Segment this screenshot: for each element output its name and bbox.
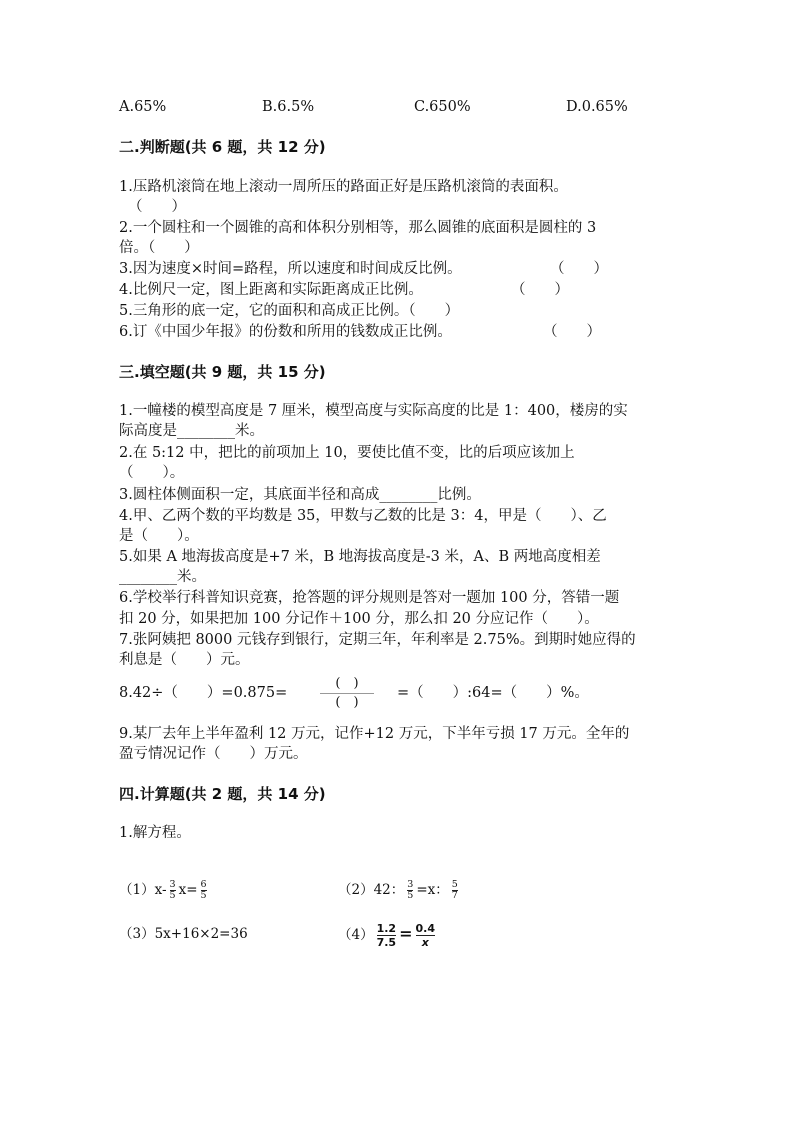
fraction-bar bbox=[320, 693, 374, 694]
equation-2 bbox=[338, 880, 461, 901]
equation-4-label: （4） bbox=[338, 927, 374, 943]
fill-line-1: 1.一幢楼的模型高度是 7 厘米，模型高度与实际高度的比是 1：400，楼房的实 bbox=[119, 403, 628, 419]
equation-2-frac-a: $\frac{3}{5}$ bbox=[407, 879, 414, 901]
fill-line-5: 3.圆柱体侧面积一定，其底面半径和高成________比例。 bbox=[119, 487, 481, 503]
section-title-fill: 三.填空题(共 9 题，共 15 分) bbox=[119, 363, 326, 381]
section-title-judgement: 二.判断题(共 6 题，共 12 分) bbox=[119, 138, 326, 156]
judgement-line-4: 倍。（ ） bbox=[119, 240, 199, 256]
fraction-numerator: ( ) bbox=[335, 676, 359, 691]
equation-4-mid: = bbox=[399, 924, 413, 943]
section-title-calc: 四.计算题(共 2 题，共 14 分) bbox=[119, 785, 326, 803]
judgement-line-3: 2.一个圆柱和一个圆锥的高和体积分别相等，那么圆锥的底面积是圆柱的 3 bbox=[119, 220, 597, 236]
fill-q9-line-1: 9.某厂去年上半年盈利 12 万元，记作+12 万元，下半年亏损 17 万元。全年的 bbox=[119, 726, 630, 742]
calc-q1: 1.解方程。 bbox=[119, 825, 191, 841]
equation-3: （3）5x+16×2=36 bbox=[119, 926, 248, 942]
judgement-line-7: 5.三角形的底一定，它的面积和高成正比例。（ ） bbox=[119, 303, 460, 319]
fill-line-12: 7.张阿姨把 8000 元钱存到银行，定期三年，年利率是 2.75%。到期时她应得的 bbox=[119, 632, 636, 648]
judgement-line-1: 1.压路机滚筒在地上滚动一周所压的路面正好是压路机滚筒的表面积。 bbox=[119, 179, 568, 195]
fill-line-8: 5.如果 A 地海拔高度是+7 米，B 地海拔高度是-3 米，A、B 两地高度相差 bbox=[119, 549, 601, 565]
equation-1-mid: x= bbox=[178, 882, 198, 898]
equation-2-label: （2）42： bbox=[338, 882, 405, 898]
judgement-line-5: 3.因为速度×时间=路程，所以速度和时间成反比例。 bbox=[119, 261, 462, 277]
fill-line-2: 际高度是________米。 bbox=[119, 423, 264, 439]
judgement-line-8: 6.订《中国少年报》的份数和所用的钱数成正比例。 bbox=[119, 324, 452, 340]
equation-4-frac-b: $\frac{0.4}{x}$ bbox=[415, 922, 435, 949]
fill-q8-fraction bbox=[320, 676, 374, 711]
fraction-denominator: ( ) bbox=[335, 695, 359, 710]
fill-line-4: （ ）。 bbox=[119, 465, 185, 481]
equation-1-frac-a: $\frac{3}{5}$ bbox=[169, 879, 176, 901]
fill-line-9: ________米。 bbox=[119, 569, 206, 585]
equation-1-frac-b: $\frac{6}{5}$ bbox=[200, 879, 207, 901]
equation-1 bbox=[119, 880, 210, 901]
equation-2-frac-b: $\frac{5}{7}$ bbox=[451, 879, 458, 901]
judgement-line-6: 4.比例尺一定，图上距离和实际距离成正比例。 bbox=[119, 282, 423, 298]
fill-line-7: 是（ ）。 bbox=[119, 528, 199, 544]
judgement-line-2: （ ） bbox=[128, 199, 186, 215]
fill-q9-line-2: 盈亏情况记作（ ）万元。 bbox=[119, 746, 308, 762]
judgement-paren-4: （ ） bbox=[511, 282, 569, 298]
equation-4-frac-a: $\frac{1.2}{7.5}$ bbox=[376, 922, 397, 949]
option-b: B.6.5% bbox=[262, 99, 315, 115]
fill-q8-left: 8.42÷（ ）=0.875= bbox=[119, 685, 288, 701]
option-c: C.650% bbox=[414, 99, 471, 115]
option-a: A.65% bbox=[119, 99, 167, 115]
equation-1-label: （1）x- bbox=[119, 882, 167, 898]
fill-line-3: 2.在 5:12 中，把比的前项加上 10，要使比值不变，比的后项应该加上 bbox=[119, 445, 575, 461]
fill-q8-right: =（ ）:64=（ ）%。 bbox=[397, 685, 589, 701]
fill-line-11: 扣 20 分，如果把加 100 分记作＋100 分，那么扣 20 分应记作（ ）。 bbox=[119, 611, 599, 627]
equation-4 bbox=[338, 922, 438, 949]
fill-line-10: 6.学校举行科普知识竞赛，抢答题的评分规则是答对一题加 100 分，答错一题 bbox=[119, 590, 620, 606]
equation-2-mid: =x： bbox=[416, 882, 449, 898]
fill-line-6: 4.甲、乙两个数的平均数是 35，甲数与乙数的比是 3：4，甲是（ ）、乙 bbox=[119, 508, 607, 524]
fill-line-13: 利息是（ ）元。 bbox=[119, 652, 250, 668]
judgement-paren-6: （ ） bbox=[543, 324, 601, 340]
judgement-paren-3: （ ） bbox=[550, 261, 608, 277]
option-d: D.0.65% bbox=[566, 99, 628, 115]
